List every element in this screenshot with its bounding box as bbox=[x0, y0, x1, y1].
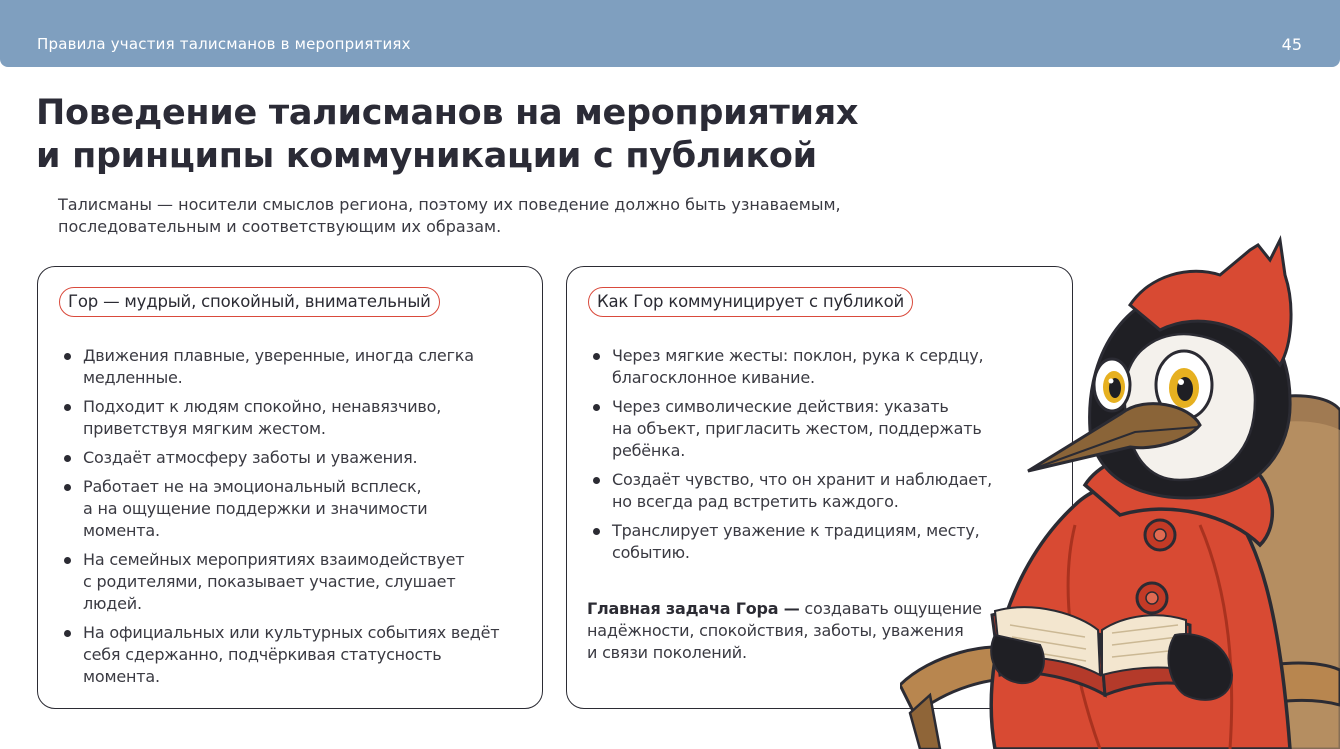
main-task-line: создавать ощущение bbox=[804, 599, 982, 618]
list-item bbox=[62, 549, 532, 615]
list-item-line: с родителями, показывает участие, слушает bbox=[83, 572, 456, 591]
list-item-line: На официальных или культурных событиях ведёт bbox=[83, 623, 500, 642]
list-item bbox=[62, 345, 532, 389]
list-item-line: Создаёт чувство, что он хранит и наблюдает, bbox=[612, 470, 992, 489]
list-item-line: приветствуя мягким жестом. bbox=[83, 419, 326, 438]
woodpecker-mascot-illustration bbox=[900, 235, 1340, 749]
list-item-line: На семейных мероприятиях взаимодействует bbox=[83, 550, 465, 569]
list-item-line: Создаёт атмосферу заботы и уважения. bbox=[83, 448, 418, 467]
list-item-line: Подходит к людям спокойно, ненавязчиво, bbox=[83, 397, 442, 416]
intro-text bbox=[58, 194, 918, 238]
character-heading: Гор — мудрый, спокойный, внимательный bbox=[59, 287, 440, 317]
list-item-line: Через символические действия: указать bbox=[612, 397, 949, 416]
list-item bbox=[62, 476, 532, 542]
list-item-line: людей. bbox=[83, 594, 142, 613]
list-item-line: благосклонное кивание. bbox=[612, 368, 815, 387]
list-item bbox=[62, 396, 532, 440]
list-item-line: себя сдержанно, подчёркивая статусность bbox=[83, 645, 442, 664]
list-item-line: но всегда рад встретить каждого. bbox=[612, 492, 899, 511]
main-task-line: и связи поколений. bbox=[587, 643, 747, 662]
list-item-line: момента. bbox=[83, 667, 160, 686]
list-item-line: Транслирует уважение к традициям, месту, bbox=[612, 521, 980, 540]
list-item-line: ребёнка. bbox=[612, 441, 686, 460]
main-task-bold: Главная задача Гора — bbox=[587, 599, 800, 618]
page-number: 45 bbox=[1281, 35, 1302, 54]
page-title-line: и принципы коммуникации с публикой bbox=[36, 136, 817, 176]
intro-line: Талисманы — носители смыслов региона, поэтому их поведение должно быть узнаваемым, bbox=[58, 195, 841, 214]
list-item bbox=[62, 622, 532, 688]
list-item-line: событию. bbox=[612, 543, 690, 562]
intro-line: последовательным и соответствующим их образам. bbox=[58, 217, 502, 236]
character-list bbox=[62, 345, 532, 695]
page-title-line: Поведение талисманов на мероприятиях bbox=[36, 93, 859, 133]
header-bar bbox=[0, 0, 1340, 67]
communication-heading: Как Гор коммуницирует с публикой bbox=[588, 287, 913, 317]
header-title: Правила участия талисманов в мероприятиях bbox=[37, 35, 411, 53]
list-item-line: на объект, пригласить жестом, поддержать bbox=[612, 419, 982, 438]
list-item-line: а на ощущение поддержки и значимости bbox=[83, 499, 428, 518]
list-item-line: медленные. bbox=[83, 368, 183, 387]
list-item-line: Движения плавные, уверенные, иногда слегка bbox=[83, 346, 474, 365]
list-item-line: момента. bbox=[83, 521, 160, 540]
main-task-line: надёжности, спокойствия, заботы, уважения bbox=[587, 621, 964, 640]
list-item-line: Работает не на эмоциональный всплеск, bbox=[83, 477, 422, 496]
page-title bbox=[36, 92, 858, 178]
character-card bbox=[37, 266, 543, 709]
list-item-line: Через мягкие жесты: поклон, рука к сердцу, bbox=[612, 346, 984, 365]
list-item bbox=[62, 447, 532, 469]
